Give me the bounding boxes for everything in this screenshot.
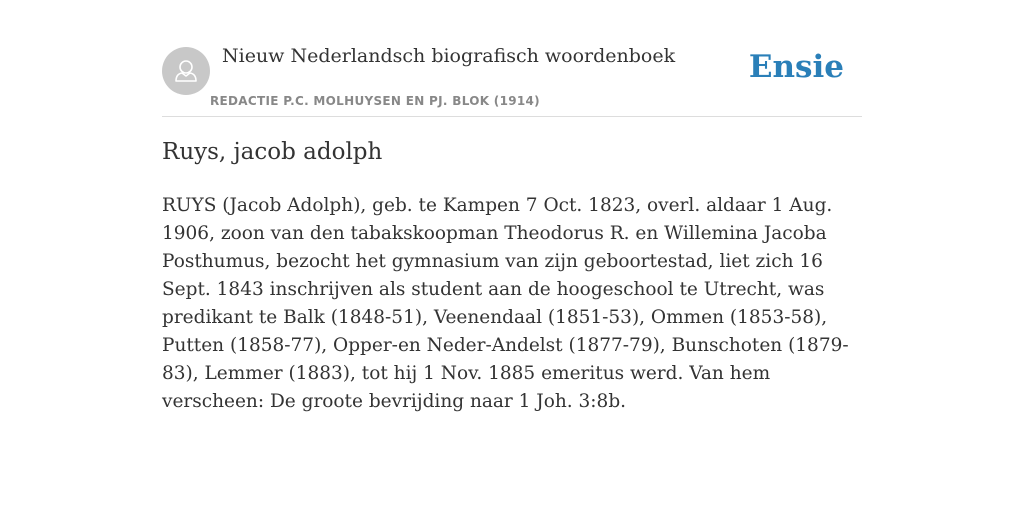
entry-title: Ruys, jacob adolph [162, 139, 383, 165]
book-header [162, 36, 862, 117]
entry-body: RUYS (Jacob Adolph), geb. te Kampen 7 Oct. 1823, overl. aldaar 1 Aug. 1906, zoon van den tabakskoopman Theodorus R. en Willemina Jacoba Posthumus, bezocht het gymnasium van zijn geboortestad, liet zich 16 Sept. 1843 inschrijven als student aan de hoogeschool te Utrecht, was predikant te Balk (1848-51), Veenendaal (1851-53), Ommen (1853-58), Putten (1858-77), Opper-en Neder-Andelst (1877-79), Bunschoten (1879-83), Lemmer (1883), tot hij 1 Nov. 1885 emeritus werd. Van hem verscheen: De groote bevrijding naar 1 Joh. 3:8b. [162, 195, 849, 412]
user-icon [162, 47, 210, 95]
book-editors: REDACTIE P.C. MOLHUYSEN EN PJ. BLOK (1914) [210, 94, 540, 108]
avatar[interactable] [162, 47, 210, 95]
book-title[interactable]: Nieuw Nederlandsch biografisch woordenboek [222, 45, 676, 67]
ensie-logo-link[interactable]: Ensie [748, 49, 844, 85]
